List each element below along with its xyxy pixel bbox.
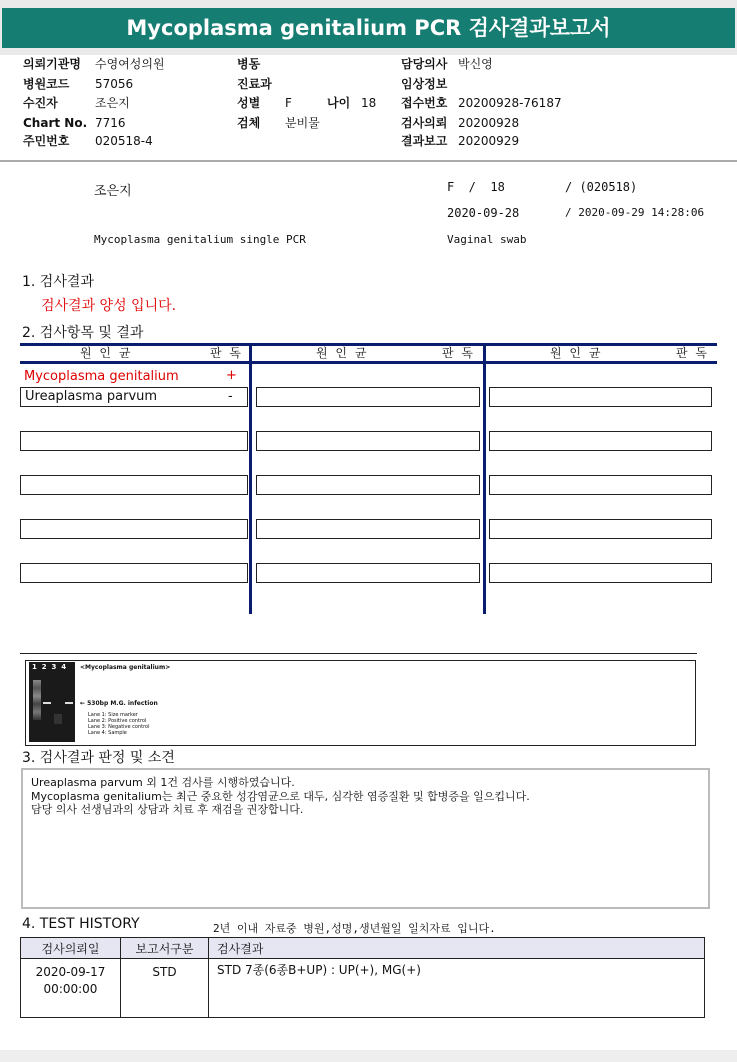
result-cell xyxy=(489,431,712,451)
pathogen-name: Ureaplasma parvum xyxy=(25,389,158,404)
result-cell xyxy=(489,475,712,495)
rrn-value: 020518-4 xyxy=(95,134,153,148)
result-cell xyxy=(20,431,248,451)
request-label: 검사의뢰 xyxy=(401,116,448,130)
opinion-line: 담당 의사 선생님과의 상담과 치료 후 재검을 권장합니다. xyxy=(31,803,304,816)
opinion-line: Ureaplasma parvum 외 1건 검사를 시행하였습니다. xyxy=(31,776,295,789)
pathogen-result: + xyxy=(226,368,237,383)
history-note: 2년 이내 자료중 병원,성명,생년월일 일치자료 입니다. xyxy=(213,922,496,935)
section3-title: 3. 검사결과 판정 및 소견 xyxy=(22,750,175,766)
summary-test: Mycoplasma genitalium single PCR xyxy=(94,233,306,246)
sex-label: 성별 xyxy=(237,96,261,110)
institution-value: 수영여성의원 xyxy=(95,57,165,71)
history-header: 보고서구분 xyxy=(121,938,209,959)
age-label: 나이 xyxy=(327,96,351,110)
history-table xyxy=(20,937,705,1018)
history-header: 검사결과 xyxy=(209,938,705,959)
result-cell xyxy=(256,519,480,539)
chart-no-value: 7716 xyxy=(95,116,126,130)
pathogen-result: - xyxy=(228,389,233,404)
gel-band xyxy=(43,702,51,704)
chart-no-label: Chart No. xyxy=(23,116,88,130)
specimen-label: 검체 xyxy=(237,116,261,130)
gel-title: <Mycoplasma genitalium> xyxy=(80,664,171,671)
history-result-cell: STD 7종(6종B+UP) : UP(+), MG(+) xyxy=(209,959,705,1018)
clinical-label: 임상정보 xyxy=(401,77,448,91)
table-row xyxy=(21,959,705,1018)
result-cell xyxy=(489,519,712,539)
result-cell xyxy=(489,387,712,407)
doctor-label: 담당의사 xyxy=(401,57,448,71)
section2-title: 2. 검사항목 및 결과 xyxy=(22,325,144,341)
summary-sex-age: F / 18 xyxy=(447,180,505,194)
page-footer xyxy=(0,1050,737,1062)
gel-electrophoresis-image xyxy=(29,662,75,742)
gel-ladder-lane xyxy=(33,680,41,720)
doctor-value: 박신영 xyxy=(458,57,493,71)
summary-name: 조은지 xyxy=(94,184,132,199)
section1-title: 1. 검사결과 xyxy=(22,274,94,290)
column-divider xyxy=(483,343,486,614)
report-label: 결과보고 xyxy=(401,134,448,148)
report-value: 20200929 xyxy=(458,134,520,148)
col-judgement-header: 판 독 xyxy=(676,346,709,360)
gel-marker-label: ← 530bp M.G. infection xyxy=(80,700,158,707)
ward-label: 병동 xyxy=(237,57,261,71)
result-cell xyxy=(489,563,712,583)
col-judgement-header: 판 독 xyxy=(442,346,475,360)
pathogen-name: Mycoplasma genitalium xyxy=(24,369,179,384)
specimen-value: 분비물 xyxy=(285,116,320,130)
summary-sample: Vaginal swab xyxy=(447,233,527,246)
col-pathogen-header: 원 인 균 xyxy=(550,346,603,360)
opinion-box xyxy=(21,768,710,909)
institution-label: 의뢰기관명 xyxy=(23,57,81,71)
summary-datetime: / 2020-09-29 14:28:06 xyxy=(565,206,705,219)
gel-band xyxy=(65,702,73,704)
col-pathogen-header: 원 인 균 xyxy=(316,346,369,360)
result-cell xyxy=(20,519,248,539)
col-judgement-header: 판 독 xyxy=(210,346,243,360)
age-value: 18 xyxy=(361,96,377,110)
patient-value: 조은지 xyxy=(95,96,130,110)
gel-band xyxy=(54,714,62,724)
summary-date: 2020-09-28 xyxy=(447,206,520,220)
col-pathogen-header: 원 인 균 xyxy=(80,346,133,360)
gel-lane-numbers: 1 2 3 4 xyxy=(32,663,67,671)
gel-legend: Lane 1: Size marker Lane 2: Positive control Lane 3: Negative control Lane 4: Sample xyxy=(88,712,150,736)
accession-value: 20200928-76187 xyxy=(458,96,562,110)
result-statement: 검사결과 양성 입니다. xyxy=(41,298,177,314)
result-cell xyxy=(256,387,480,407)
column-divider xyxy=(249,343,252,614)
gel-top-rule xyxy=(20,653,697,654)
result-cell xyxy=(20,563,248,583)
result-cell xyxy=(256,431,480,451)
summary-birth: / (020518) xyxy=(565,180,638,194)
result-cell xyxy=(20,387,248,407)
hospital-code-label: 병원코드 xyxy=(23,77,70,91)
table-header-rule xyxy=(20,361,717,364)
header-divider xyxy=(0,160,737,162)
result-cell xyxy=(256,475,480,495)
accession-label: 접수번호 xyxy=(401,96,448,110)
dept-label: 진료과 xyxy=(237,77,272,91)
sex-value: F xyxy=(285,96,292,110)
patient-label: 수진자 xyxy=(23,96,58,110)
hospital-code-value: 57056 xyxy=(95,77,134,91)
section4-title: 4. TEST HISTORY xyxy=(22,916,140,932)
report-title: Mycoplasma genitalium PCR 검사결과보고서 xyxy=(2,8,735,48)
request-value: 20200928 xyxy=(458,116,520,130)
rrn-label: 주민번호 xyxy=(23,134,70,148)
opinion-line: Mycoplasma genitalium는 최근 중요한 성감염균으로 대두, 심각한 염증질환 및 합병증을 일으킵니다. xyxy=(31,789,530,803)
result-cell xyxy=(256,563,480,583)
history-date-cell: 2020-09-17 00:00:00 xyxy=(21,959,121,1018)
history-header: 검사의뢰일 xyxy=(21,938,121,959)
result-cell xyxy=(20,475,248,495)
history-type-cell: STD xyxy=(121,959,209,1018)
